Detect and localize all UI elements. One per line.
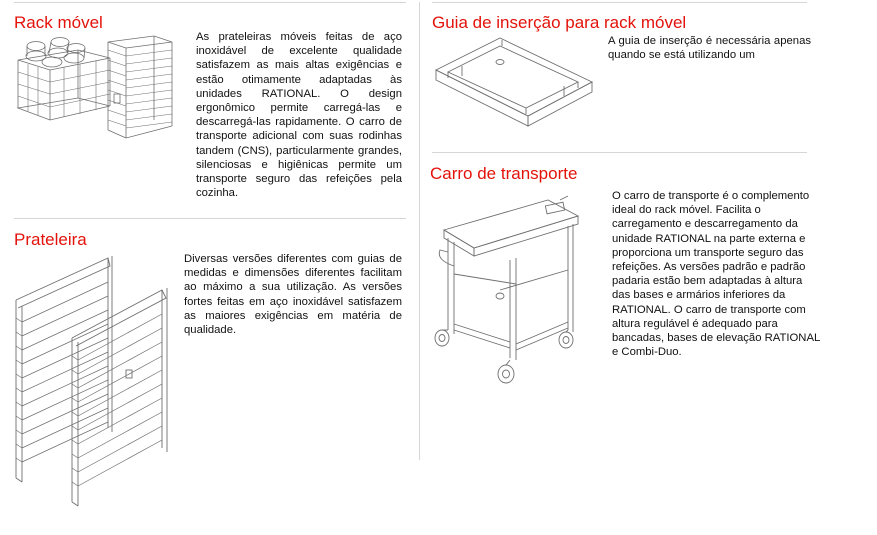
rack-movel-illustration <box>14 34 186 158</box>
guia-insercao-title: Guia de inserção para rack móvel <box>432 13 687 32</box>
top-rule-left <box>14 2 406 3</box>
section-divider-right <box>432 152 807 153</box>
prateleira-description: Diversas versões diferentes com guias de medidas e dimensões diferentes facilitam ao máximo a sua utilização. As versões fortes feitas em aço inoxidável satisfazem as maiores exigências em matéria de qualidade. <box>184 253 402 337</box>
prateleira-title: Prateleira <box>14 230 87 249</box>
rack-movel-title: Rack móvel <box>14 13 103 32</box>
carro-transporte-title: Carro de transporte <box>430 164 578 183</box>
carro-transporte-description: O carro de transporte é o complemento ideal do rack móvel. Facilita o carregamento e descarregamento da unidade RATIONAL na parte externa e proporciona um transporte seguro das refeições. As versões padrão e padrão padaria estão bem adaptadas à altura das bases e armários inferiores da RATIONAL. O carro de transporte com altura regulável é adequado para bancadas, bases de elevação RATIONAL e Combi-Duo. <box>612 190 820 359</box>
carro-transporte-illustration <box>428 190 588 388</box>
guia-insercao-illustration <box>432 34 598 142</box>
column-divider <box>419 2 420 460</box>
section-divider-left <box>14 218 406 219</box>
top-rule-right <box>432 2 807 3</box>
rack-movel-description: As prateleiras móveis feitas de aço inoxidável de excelente qualidade satisfazem as mais altas exigências e estão otimamente adaptadas às unidades RATIONAL. O design ergonômico permite carregá-las e descarregá-las rapidamente. O carro de transporte adicional com suas rodinhas tandem (CNS), particularmente grandes, silenciosas e higiênicas permite um transporte seguro das refeições pela cozinha. <box>196 31 402 200</box>
guia-insercao-description: A guia de inserção é necessária apenas quando se está utilizando um <box>608 35 811 62</box>
prateleira-illustration <box>12 252 180 512</box>
